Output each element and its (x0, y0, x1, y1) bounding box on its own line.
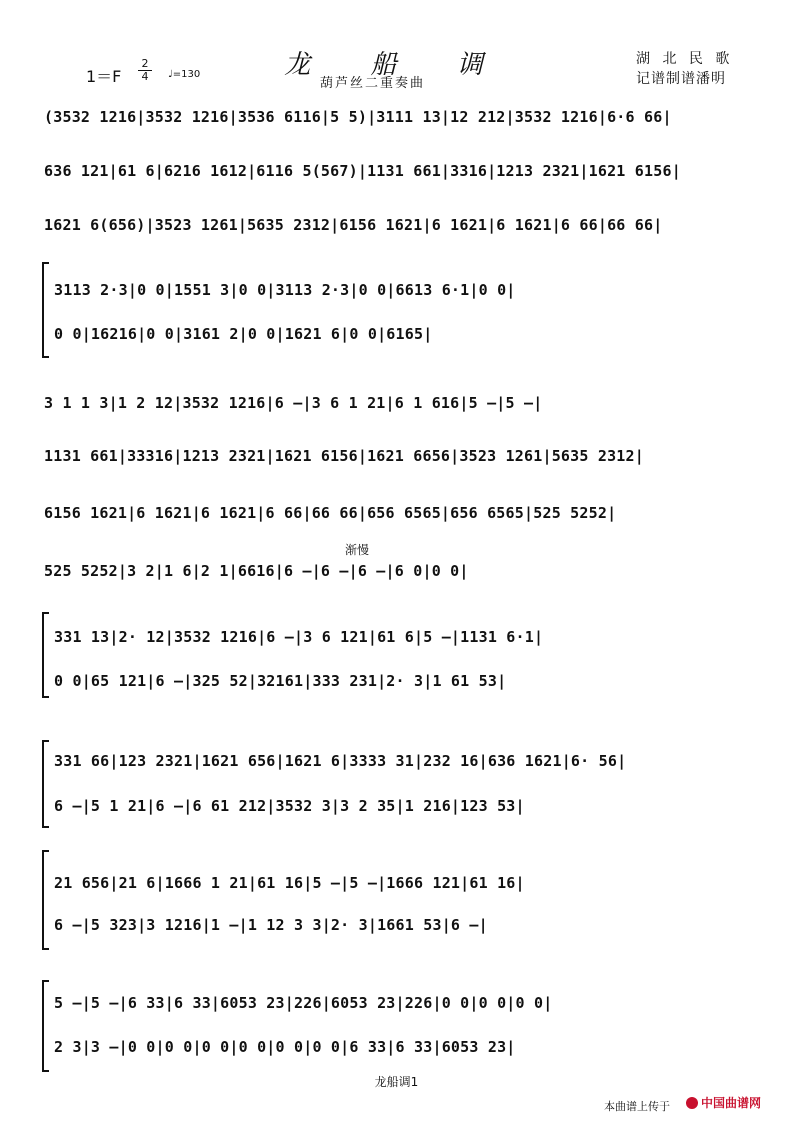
score-line: 525 5252|3 2|1 6|2 1|6616|6 –|6 –|6 –|6 0|0 0| (44, 562, 469, 580)
system-brace (42, 850, 49, 950)
score-line: 3113 2·3|0 0|1551 3|0 0|3113 2·3|0 0|6613 6·1|0 0| (54, 281, 516, 299)
score-line: 2 3|3 –|0 0|0 0|0 0|0 0|0 0|0 0|6 33|6 33|6053 23| (54, 1038, 516, 1056)
score-line: (3532 1216|3532 1216|3536 6116|5 5)|3111 13|12 212|3532 1216|6·6 66| (44, 108, 672, 126)
site-logo-text: 中国曲谱网 (701, 1096, 762, 1110)
upload-note: 本曲谱上传于 (604, 1100, 670, 1113)
key-signature: 1＝F (86, 67, 122, 86)
score-line: 6 –|5 1 21|6 –|6 61 212|3532 3|3 2 35|1 216|123 53| (54, 797, 525, 815)
score-line: 1131 661|33316|1213 2321|1621 6156|1621 6656|3523 1261|5635 2312| (44, 447, 644, 465)
system-brace (42, 262, 49, 358)
system-brace (42, 612, 49, 698)
score-line: 21 656|21 6|1666 1 21|61 16|5 –|5 –|1666 121|61 16| (54, 874, 525, 892)
tempo-change-marking: 渐慢 (345, 543, 370, 557)
meter-top: 2 (141, 57, 149, 70)
score-line: 6156 1621|6 1621|6 1621|6 66|66 66|656 6565|656 6565|525 5252| (44, 504, 617, 522)
site-logo[interactable] (686, 1094, 761, 1111)
credit-transcriber: 记谱制谱潘明 (636, 71, 726, 87)
score-line: 1621 6(656)|3523 1261|5635 2312|6156 1621|6 1621|6 1621|6 66|66 66| (44, 216, 663, 234)
page-number-label: 龙船调1 (374, 1075, 419, 1089)
credit-origin: 湖 北 民 歌 (636, 51, 734, 67)
score-line: 3 1 1 3|1 2 12|3532 1216|6 –|3 6 1 21|6 1 616|5 –|5 –| (44, 394, 543, 412)
score-line: 6 –|5 323|3 1216|1 –|1 12 3 3|2· 3|1661 53|6 –| (54, 916, 488, 934)
meter-bottom: 4 (138, 70, 152, 83)
system-brace (42, 740, 49, 828)
score-line: 331 66|123 2321|1621 656|1621 6|3333 31|232 16|636 1621|6· 56| (54, 752, 627, 770)
score-line: 636 121|61 6|6216 1612|6116 5(567)|1131 661|3316|1213 2321|1621 6156| (44, 162, 681, 180)
site-logo-icon (686, 1097, 698, 1109)
tempo-marking: ♩=130 (168, 69, 201, 80)
score-line: 5 –|5 –|6 33|6 33|6053 23|226|6053 23|226|0 0|0 0|0 0| (54, 994, 553, 1012)
system-brace (42, 980, 49, 1072)
score-line: 331 13|2· 12|3532 1216|6 –|3 6 121|61 6|5 –|1131 6·1| (54, 628, 544, 646)
score-line: 0 0|16216|0 0|3161 2|0 0|1621 6|0 0|6165| (54, 325, 433, 343)
score-line: 0 0|65 121|6 –|325 52|32161|333 231|2· 3|1 61 53| (54, 672, 507, 690)
page-title: 龙 船 调 (284, 50, 509, 80)
page-subtitle: 葫芦丝二重奏曲 (320, 76, 426, 91)
